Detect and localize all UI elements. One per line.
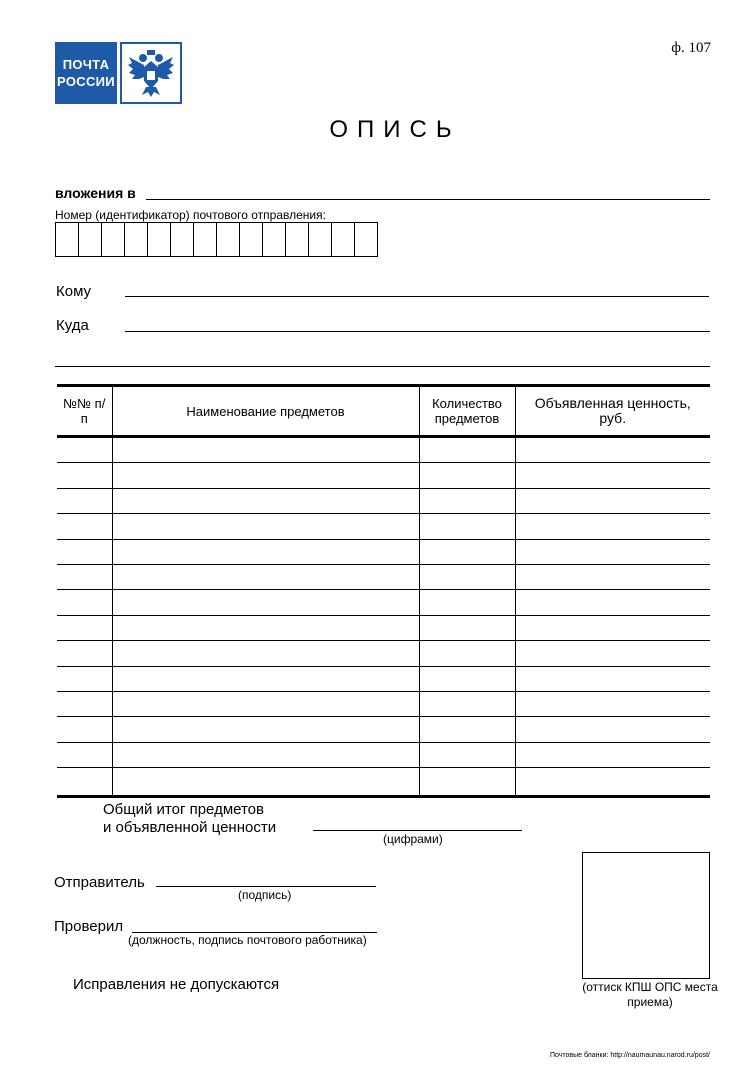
tracking-digit-box[interactable]: [171, 223, 194, 256]
table-row: [57, 615, 710, 640]
table-row: [57, 488, 710, 513]
stamp-box[interactable]: [582, 852, 710, 979]
table-row: [57, 666, 710, 691]
checked-hint: (должность, подпись почтового работника): [128, 933, 367, 947]
cell[interactable]: [112, 590, 419, 615]
eagle-emblem-icon: [120, 42, 182, 104]
header-quantity: Количество предметов: [419, 386, 515, 437]
table-row: [57, 717, 710, 742]
where-field-line-2[interactable]: [55, 366, 710, 367]
sender-hint: (подпись): [238, 888, 292, 902]
cell[interactable]: [419, 463, 515, 488]
cell[interactable]: [419, 641, 515, 666]
cell[interactable]: [419, 691, 515, 716]
cell[interactable]: [57, 488, 112, 513]
cell[interactable]: [515, 768, 710, 797]
cell[interactable]: [515, 742, 710, 767]
cell[interactable]: [515, 641, 710, 666]
cell[interactable]: [57, 615, 112, 640]
cell[interactable]: [57, 768, 112, 797]
cell[interactable]: [419, 437, 515, 463]
table-row: [57, 564, 710, 589]
where-field[interactable]: [125, 331, 710, 332]
cell[interactable]: [515, 437, 710, 463]
table-row: [57, 463, 710, 488]
cell[interactable]: [112, 564, 419, 589]
tracking-digit-box[interactable]: [56, 223, 79, 256]
total-label-line-2: и объявленной ценности: [103, 819, 277, 836]
cell[interactable]: [57, 717, 112, 742]
cell[interactable]: [57, 666, 112, 691]
attachment-label: вложения в: [55, 185, 136, 201]
tracking-digit-box[interactable]: [332, 223, 355, 256]
cell[interactable]: [419, 590, 515, 615]
cell[interactable]: [515, 564, 710, 589]
cell[interactable]: [112, 514, 419, 539]
checked-label: Проверил: [54, 918, 124, 935]
tracking-number-boxes[interactable]: [55, 222, 378, 257]
cell[interactable]: [515, 666, 710, 691]
sender-signature-field[interactable]: [156, 886, 376, 887]
cell[interactable]: [419, 564, 515, 589]
table-row: [57, 742, 710, 767]
table-row: [57, 691, 710, 716]
total-hint: (цифрами): [383, 832, 443, 846]
logo-line-2: РОССИИ: [57, 74, 115, 89]
cell[interactable]: [419, 768, 515, 797]
tracking-digit-box[interactable]: [194, 223, 217, 256]
cell[interactable]: [112, 768, 419, 797]
cell[interactable]: [515, 463, 710, 488]
table-row: [57, 539, 710, 564]
cell[interactable]: [112, 539, 419, 564]
cell[interactable]: [112, 615, 419, 640]
sender-label: Отправитель: [54, 874, 145, 891]
table-row: [57, 768, 710, 797]
tracking-digit-box[interactable]: [102, 223, 125, 256]
tracking-digit-box[interactable]: [355, 223, 377, 256]
cell[interactable]: [57, 514, 112, 539]
cell[interactable]: [419, 514, 515, 539]
cell[interactable]: [515, 717, 710, 742]
header-declared-value: Объявленная ценность, руб.: [515, 386, 710, 437]
tracking-digit-box[interactable]: [309, 223, 332, 256]
cell[interactable]: [515, 590, 710, 615]
cell[interactable]: [57, 463, 112, 488]
cell[interactable]: [515, 691, 710, 716]
cell[interactable]: [57, 437, 112, 463]
cell[interactable]: [419, 717, 515, 742]
form-number: ф. 107: [671, 40, 711, 56]
tracking-digit-box[interactable]: [263, 223, 286, 256]
tracking-label: Номер (идентификатор) почтового отправления:: [55, 208, 326, 222]
table-row: [57, 590, 710, 615]
cell[interactable]: [112, 437, 419, 463]
table-row: [57, 514, 710, 539]
cell[interactable]: [515, 615, 710, 640]
table-row: [57, 641, 710, 666]
tracking-digit-box[interactable]: [148, 223, 171, 256]
cell[interactable]: [419, 666, 515, 691]
tracking-digit-box[interactable]: [79, 223, 102, 256]
tracking-digit-box[interactable]: [286, 223, 309, 256]
tracking-digit-box[interactable]: [125, 223, 148, 256]
cell[interactable]: [419, 742, 515, 767]
cell[interactable]: [112, 691, 419, 716]
logo-text-block: [55, 42, 117, 104]
cell[interactable]: [112, 488, 419, 513]
cell[interactable]: [57, 641, 112, 666]
to-field[interactable]: [125, 296, 709, 297]
stamp-caption: (оттиск КПШ ОПС места приема): [582, 980, 718, 1009]
table-row: [57, 437, 710, 463]
cell[interactable]: [419, 539, 515, 564]
cell[interactable]: [515, 514, 710, 539]
cell[interactable]: [57, 590, 112, 615]
logo-line-1: ПОЧТА: [62, 57, 110, 72]
where-label: Куда: [56, 317, 89, 334]
tracking-digit-box[interactable]: [240, 223, 263, 256]
table-header-row: [57, 386, 710, 437]
header-number: №№ п/п: [57, 386, 112, 437]
cell[interactable]: [57, 539, 112, 564]
cell[interactable]: [515, 488, 710, 513]
attachment-field[interactable]: [146, 199, 710, 200]
header-item-name: Наименование предметов: [112, 386, 419, 437]
items-table: [57, 384, 710, 798]
total-field[interactable]: [313, 830, 522, 831]
cell[interactable]: [515, 539, 710, 564]
total-label-line-1: Общий итог предметов: [103, 801, 264, 818]
cell[interactable]: [112, 742, 419, 767]
cell[interactable]: [419, 488, 515, 513]
footer-note: Почтовые бланки: http://naumaunau.narod.ru/post/: [549, 1052, 710, 1059]
to-label: Кому: [56, 283, 92, 300]
cell[interactable]: [57, 691, 112, 716]
cell[interactable]: [112, 666, 419, 691]
page-title: ОПИСЬ: [329, 116, 461, 143]
cell[interactable]: [57, 742, 112, 767]
no-corrections-note: Исправления не допускаются: [73, 976, 280, 993]
cell[interactable]: [419, 615, 515, 640]
cell[interactable]: [112, 463, 419, 488]
tracking-digit-box[interactable]: [217, 223, 240, 256]
cell[interactable]: [112, 641, 419, 666]
cell[interactable]: [57, 564, 112, 589]
cell[interactable]: [112, 717, 419, 742]
